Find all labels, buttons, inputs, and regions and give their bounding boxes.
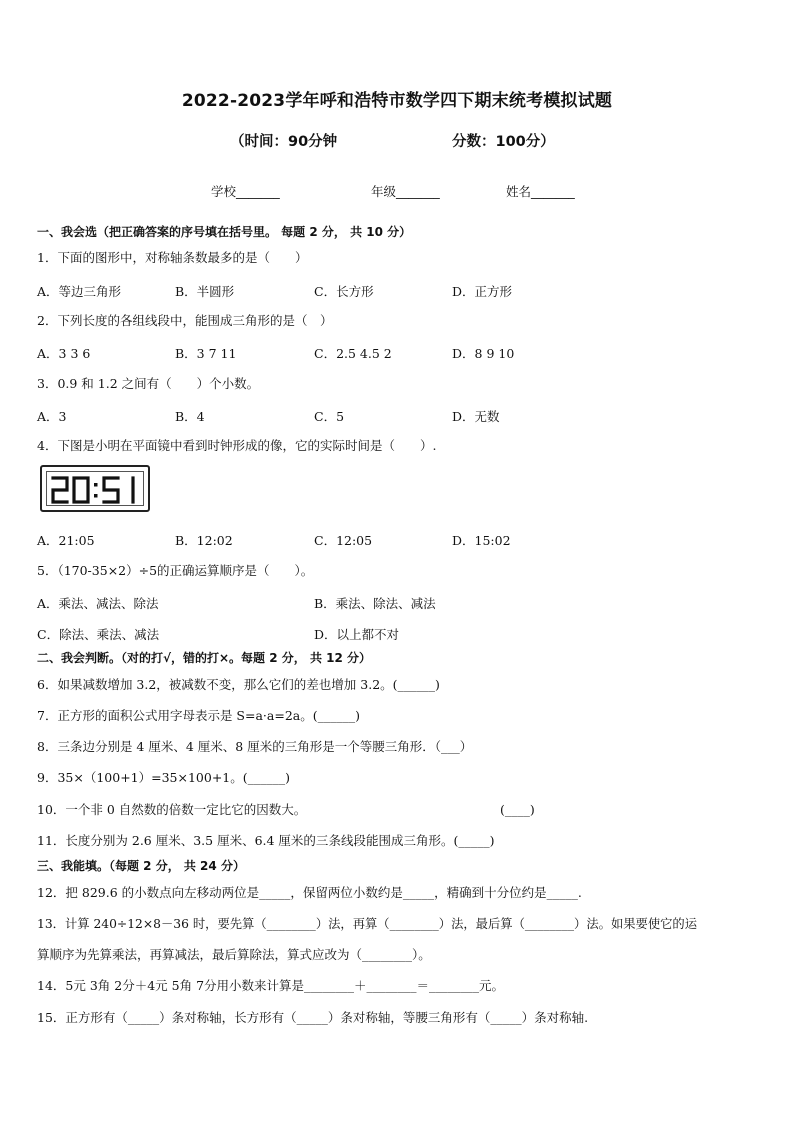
question-8: 8．三条边分别是 4 厘米、4 厘米、8 厘米的三角形是一个等腰三角形．（___） (37, 739, 473, 754)
q5-option-b: B．乘法、除法、减法 (314, 596, 436, 611)
section-2-heading: 二、我会判断。（对的打√，错的打×。每题 2 分， 共 12 分） (37, 651, 371, 665)
q3-option-a: A．3 (37, 409, 67, 424)
q4-option-a: A．21:05 (37, 533, 95, 548)
question-14: 14．5元 3角 2分＋4元 5角 7分用小数来计算是________＋________＝________元。 (37, 978, 505, 993)
q4-option-b: B．12:02 (175, 533, 233, 548)
q3-option-b: B．4 (175, 409, 205, 424)
q1-option-d: D．正方形 (452, 284, 513, 299)
question-7: 7．正方形的面积公式用字母表示是 S=a·a=2a。(______) (37, 708, 360, 723)
exam-score: 分数：100分） (452, 134, 555, 150)
question-6: 6．如果减数增加 3.2，被减数不变，那么它们的差也增加 3.2。(______) (37, 677, 440, 692)
digital-clock-image (40, 465, 150, 512)
q5-option-c: C．除法、乘法、减法 (37, 627, 160, 642)
question-12: 12．把 829.6 的小数点向左移动两位是_____，保留两位小数约是_____，精确到十分位约是_____. (37, 885, 582, 900)
name-field: 姓名_______ (506, 184, 575, 199)
q1-option-a: A．等边三角形 (37, 284, 122, 299)
q4-option-d: D．15:02 (452, 533, 511, 548)
q10-answer-blank: (____) (500, 802, 535, 817)
question-3: 3．0.9 和 1.2 之间有（ ）个小数。 (37, 376, 260, 391)
question-1: 1．下面的图形中，对称轴条数最多的是（ ） (37, 250, 308, 265)
exam-title: 2022-2023学年呼和浩特市数学四下期末统考模拟试题 (181, 91, 613, 111)
question-4: 4．下图是小明在平面镜中看到时钟形成的像，它的实际时间是（ ）. (37, 438, 437, 453)
question-15: 15．正方形有（_____）条对称轴，长方形有（_____）条对称轴，等腰三角形有（_____）条对称轴. (37, 1010, 589, 1025)
section-1-heading: 一、我会选（把正确答案的序号填在括号里。 每题 2 分， 共 10 分） (37, 225, 412, 239)
q2-option-b: B．3 7 11 (175, 346, 237, 361)
exam-time: （时间：90分钟 (230, 134, 338, 150)
q2-option-c: C．2.5 4.5 2 (314, 346, 392, 361)
question-13-line-2: 算顺序为先算乘法，再算减法，最后算除法，算式应改为（________）。 (37, 947, 431, 962)
q1-option-b: B．半圆形 (175, 284, 235, 299)
question-11: 11．长度分别为 2.6 厘米、3.5 厘米、6.4 厘米的三条线段能围成三角形。(_____) (37, 833, 495, 848)
question-13-line-1: 13．计算 240÷12×8－36 时，要先算（________）法，再算（________）法，最后算（________）法。如果要使它的运 (37, 917, 698, 931)
q3-option-d: D．无数 (452, 409, 500, 424)
q5-option-d: D．以上都不对 (314, 627, 400, 642)
q2-option-d: D．8 9 10 (452, 346, 515, 361)
q3-option-c: C．5 (314, 409, 345, 424)
clock-display (46, 471, 144, 506)
question-9: 9．35×（100+1）=35×100+1。(______) (37, 770, 291, 785)
section-3-heading: 三、我能填。（每题 2 分， 共 24 分） (37, 859, 245, 873)
clock-digits (47, 472, 147, 509)
q5-option-a: A．乘法、减法、除法 (37, 596, 159, 611)
question-10: 10．一个非 0 自然数的倍数一定比它的因数大。 (37, 802, 307, 817)
school-field: 学校_______ (211, 184, 280, 199)
q2-option-a: A．3 3 6 (37, 346, 91, 361)
grade-field: 年级_______ (371, 184, 440, 199)
question-5: 5．（170-35×2）÷5的正确运算顺序是（ ）。 (37, 563, 314, 578)
q4-option-c: C．12:05 (314, 533, 373, 548)
q1-option-c: C．长方形 (314, 284, 374, 299)
question-2: 2．下列长度的各组线段中，能围成三角形的是（ ） (37, 313, 333, 328)
